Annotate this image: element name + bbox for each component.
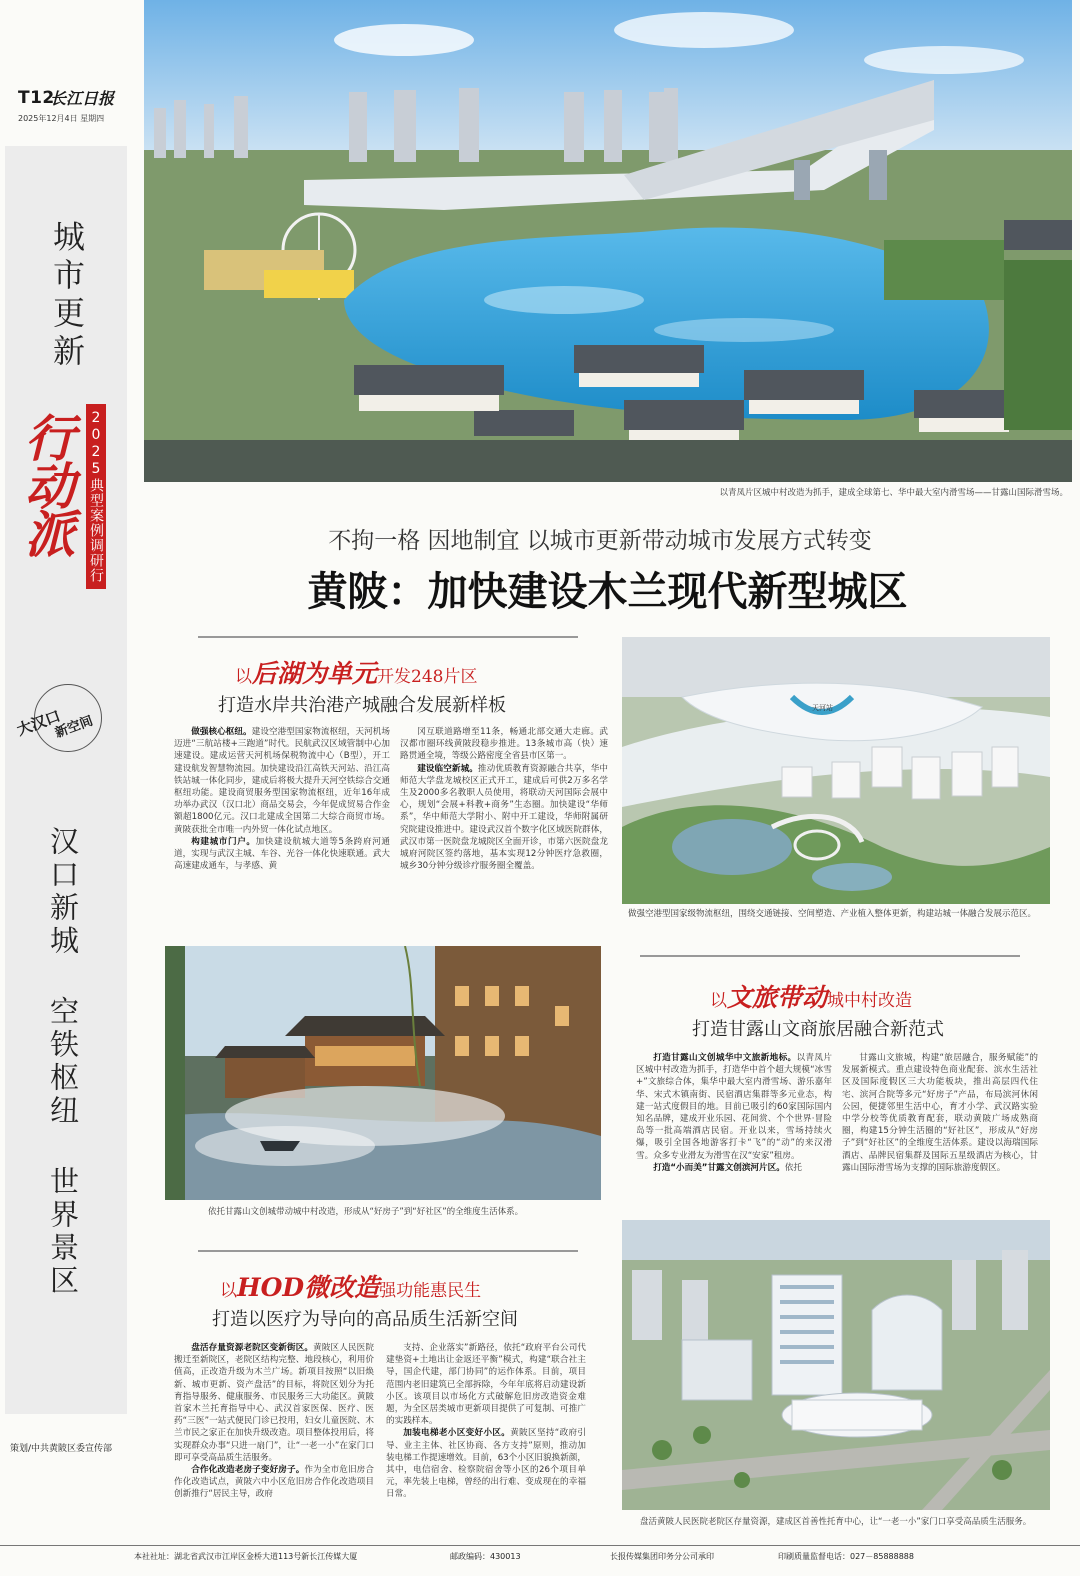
footer-hotline: 印刷质量监督电话：027－85888888 xyxy=(778,1552,914,1561)
section1-column2 xyxy=(400,726,608,914)
section1-title: 打造水岸共治港产城融合发展新样板 xyxy=(218,695,506,716)
watertown-photo xyxy=(165,946,601,1200)
hospital-caption: 盘活黄陂人民医院老院区存量资源，建成区首善性托育中心，让“一老一小”家门口享受高品质生活服务。 xyxy=(640,1517,1032,1527)
section1-col1-para: 构建城市门户。加快建设航城大道等5条跨府河通道，实现与武汉主城、车谷、光谷一体化快速联通。武大高速建成通车，与孝感、黄 xyxy=(174,836,390,872)
section3-column2 xyxy=(386,1342,586,1534)
section2-rule xyxy=(640,955,1020,957)
watertown-caption: 依托甘露山文创城带动城中村改造，形成从“好房子”到“好社区”的全维度生活体系。 xyxy=(208,1207,524,1217)
section3-col2-para: 支持、企业落实”新路径，依托“政府平台公司代建垫资+土地出让金返还平衡”模式，构建“联合社主导，国企代建，部门协同”的运作体系。目前，项目范围内老旧建筑已全部拆除，今年年底将启动建设新小区。该项目以市场化方式破解危旧房改造资金难题，为全区居类城市更新项目提供了可复制、可推广的实践样本。 xyxy=(386,1343,586,1427)
column-subtag: 2025典型案例调研行 xyxy=(86,404,106,589)
station-caption: 做强空港型国家级物流枢纽，围绕交通链接、空间塑造、产业植入整体更新，构建站城一体融合发展示范区。 xyxy=(628,909,1037,919)
hero-photo xyxy=(144,0,1072,482)
paper-name: 长江日报 xyxy=(50,89,115,108)
section3-title: 打造以医疗为导向的高品质生活新空间 xyxy=(212,1309,518,1330)
planner-credit: 策划/中共黄陂区委宣传部 xyxy=(10,1444,113,1454)
section2-kicker: 以文旅带动城中村改造 xyxy=(710,983,913,1012)
footer-postcode: 邮政编码：430013 xyxy=(450,1552,521,1561)
footer-printer: 长报传媒集团印务分公司承印 xyxy=(610,1552,714,1561)
section1-rule xyxy=(198,636,578,638)
column-title: 城市更新 xyxy=(48,220,86,372)
section2-col1-para: 打造甘露山文创城华中文旅新地标。以青凤片区城中村改造为抓手，打造华中首个超大规模“冰雪+”文旅综合体，集华中最大室内滑雪场、游乐嘉年华、宋式木镇南街、民宿酒店集群等多元业态，构建一站式度假目的地。目前已吸引约60家国际国内知名品牌，建成开业乐园、花间赏、个个世界·冒险岛等一批高端酒店民宿。开业以来，雪场持续火爆，吸引全国各地游客打卡“飞”的“动”的来汉滑雪。众多专业滑友为滑雪在汉“安家”租房。 xyxy=(636,1053,832,1161)
column-slogan: 汉口新城 空铁枢纽 世界景区 xyxy=(46,826,80,1298)
footer-bar xyxy=(0,1545,1080,1576)
section1-col2-para: 冈互联道路增至11条，畅通北部交通大走廊。武汉都市圈环线黄陂段稳步推进。13条城市高（快）速路贯通全境，等级公路密度全省县市区第一。 xyxy=(400,727,608,762)
hero-caption: 以青凤片区城中村改造为抓手，建成全球第七、华中最大室内滑雪场——甘露山国际滑雪场。 xyxy=(719,488,1068,498)
section3-col1-para: 盘活存量资源老院区变新街区。黄陂区人民医院搬迁至新院区，老院区结构完整、地段核心，利用价值高，正改造升级为木兰广场。新项目按照“以旧焕新、城市更新、资产盘活”的目标，将院区划分为托育指导服务、健康服务、市民服务三大功能区。黄陂首家木兰托育指导中心、武汉首家医保、医疗、医药“三医”一站式便民门诊已投用，妇女儿童医院、木兰市民之家正在加快升级改造。项目整体投用后，将实现群众办事“只进一扇门”，让“一老一小”在家门口即可享受高品质生活服务。 xyxy=(174,1343,374,1463)
headline-deck: 不拘一格 因地制宜 以城市更新带动城市发展方式转变 xyxy=(328,528,872,554)
section2-column2 xyxy=(842,1052,1038,1188)
footer-address: 本社社址：湖北省武汉市江岸区金桥大道113号新长江传媒大厦 xyxy=(134,1552,358,1561)
headline-main: 黄陂：加快建设木兰现代新型城区 xyxy=(307,569,908,615)
hospital-aerial-photo xyxy=(622,1220,1050,1510)
section3-rule xyxy=(198,1250,578,1252)
section1-column1 xyxy=(174,726,390,914)
section1-col1-para: 做强核心枢纽。建设空港型国家物流枢纽，天河机场迈进“三航站楼+三跑道”时代。民航武汉区域管制中心加速建设。建成运营天河机场保税物流中心（B型），开工建设航发智慧物流园。加快建设沿江高铁天河站、沿江高铁站城一体化同步，建成后将极大提升天河空铁综合交通枢纽功能。建设商贸服务型国家物流枢纽，近年16年成功举办武汉（汉口北）商品交易会，今年促成贸易合作金额超1800亿元。汉口北建成全国第二大综合商贸市场。黄陂获批全市唯一内外贸一体化试点地区。 xyxy=(174,727,390,835)
seal-line-1: 大汉口 xyxy=(14,706,63,740)
section3-col2-para: 加装电梯老小区变好小区。黄陂区坚持“政府引导、业主主体、社区协商、各方支持”原则，推动加装电梯工作提速增效。目前，63个小区旧貌换新颜，其中，电信宿舍、检察院宿舍等小区的26个项目单元，率先装上电梯，曾经的出行难、变成现在的幸福日常。 xyxy=(386,1428,586,1500)
section3-column1 xyxy=(174,1342,374,1534)
section2-col1-para: 打造“小而美”甘露文创滨河片区。依托 xyxy=(653,1162,802,1173)
section2-title: 打造甘露山文商旅居融合新范式 xyxy=(692,1019,944,1040)
section3-kicker: 以HOD微改造强功能惠民生 xyxy=(220,1273,482,1302)
column-brand: 行动派 xyxy=(17,412,76,556)
section1-kicker: 以后湖为单元开发248片区 xyxy=(235,659,478,688)
section3-col1-para: 合作化改造老房子变好房子。作为全市危旧房合作化改造试点，黄陂六中小区危旧房合作化改造项目创新推行“居民主导，政府 xyxy=(174,1465,374,1500)
station-label: 天河站 xyxy=(812,704,833,712)
seal-line-2: 新空间 xyxy=(53,713,96,742)
issue-date: 2025年12月4日 星期四 xyxy=(18,114,105,123)
page-number: T12 xyxy=(18,88,55,108)
section1-col2-para: 建设临空新城。推动优质教育资源融合共享，华中师范大学盘龙城校区正式开工，建成后可供2万多名学生及2000多名教职人员使用，将联动天河国际会展中心，规划“会展+科教+商务”生态圈。加快建设“华师系”，华中师范大学附小、附中开工建设，华师附属研究院建设推进中。建设武汉首个数字化区域医院群体，武汉市第一医院盘龙城院区全面开诊，市第六医院盘龙城府河院区签约落地，基本实现12分钟医疗急救圈，城乡30分钟分级诊疗服务圈全覆盖。 xyxy=(400,763,608,872)
station-aerial-photo xyxy=(622,637,1050,904)
section2-col2-para: 甘露山文旅城，构建“旅居融合，服务赋能”的发展新模式。重点建设特色商业配套、滨水生活社区及国际度假区三大功能板块，推出高层四代住宅、滨河合院等多元“好房子”产品，布局滨河休闲公园，便捷邻里生活中心，育才小学、武汉路实验中学分校等优质教育配套，联动黄陂广场成熟商圈，构建15分钟生活圈的“好社区”，形成从“好房子”到“好社区”的全维度生活体系。建设以海瑞国际酒店、品牌民宿集群及国际五星级酒店为核心，甘露山国际滑雪场为支撑的国际旅游度假区。 xyxy=(842,1053,1038,1173)
section2-column1 xyxy=(636,1052,832,1188)
